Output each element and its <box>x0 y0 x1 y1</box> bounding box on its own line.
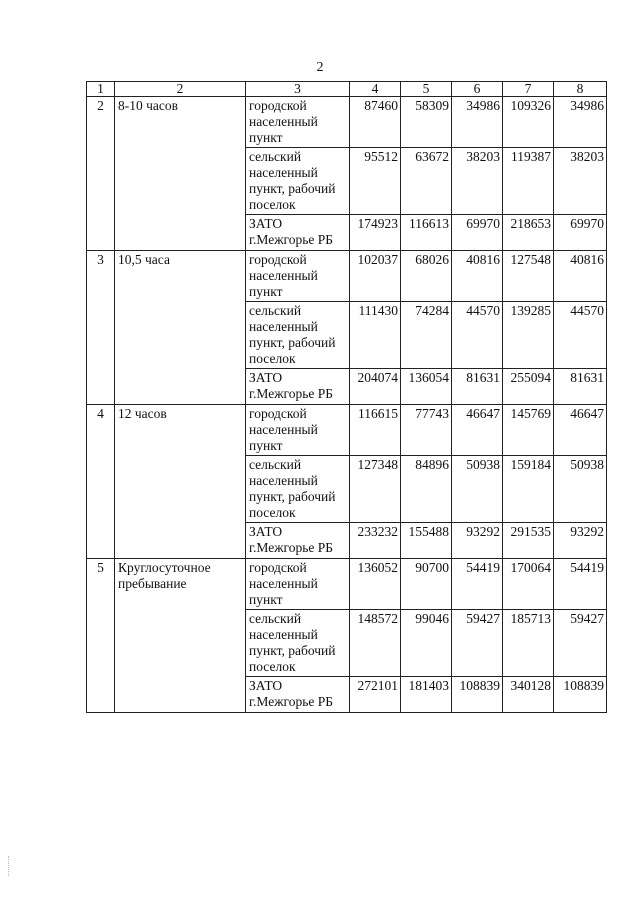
header-cell: 4 <box>350 82 401 97</box>
value-col6: 81631 <box>452 369 503 405</box>
value-col6: 44570 <box>452 302 503 369</box>
value-col5: 63672 <box>401 148 452 215</box>
value-col7: 119387 <box>503 148 554 215</box>
value-col4: 102037 <box>350 251 401 302</box>
value-col5: 116613 <box>401 215 452 251</box>
value-col7: 255094 <box>503 369 554 405</box>
value-col6: 69970 <box>452 215 503 251</box>
duration-cell: 12 часов <box>115 405 246 559</box>
value-col8: 40816 <box>554 251 607 302</box>
scan-margin-mark <box>8 856 11 876</box>
header-cell: 5 <box>401 82 452 97</box>
value-col6: 59427 <box>452 610 503 677</box>
value-col6: 40816 <box>452 251 503 302</box>
duration-cell: 8-10 часов <box>115 97 246 251</box>
value-col4: 148572 <box>350 610 401 677</box>
tariff-table <box>86 81 607 713</box>
value-col6: 34986 <box>452 97 503 148</box>
row-number: 3 <box>87 251 115 405</box>
value-col4: 174923 <box>350 215 401 251</box>
value-col6: 93292 <box>452 523 503 559</box>
row-number: 2 <box>87 97 115 251</box>
value-col8: 59427 <box>554 610 607 677</box>
settlement-type: городской населенный пункт <box>246 559 350 610</box>
settlement-type: сельский населенный пункт, рабочий поселок <box>246 302 350 369</box>
value-col7: 340128 <box>503 677 554 713</box>
value-col4: 127348 <box>350 456 401 523</box>
value-col8: 34986 <box>554 97 607 148</box>
value-col8: 50938 <box>554 456 607 523</box>
settlement-type: городской населенный пункт <box>246 251 350 302</box>
value-col7: 139285 <box>503 302 554 369</box>
settlement-type: ЗАТО г.Межгорье РБ <box>246 523 350 559</box>
settlement-type: ЗАТО г.Межгорье РБ <box>246 369 350 405</box>
value-col6: 46647 <box>452 405 503 456</box>
value-col7: 185713 <box>503 610 554 677</box>
settlement-type: ЗАТО г.Межгорье РБ <box>246 215 350 251</box>
header-cell: 1 <box>87 82 115 97</box>
duration-cell: 10,5 часа <box>115 251 246 405</box>
header-cell: 8 <box>554 82 607 97</box>
value-col8: 54419 <box>554 559 607 610</box>
value-col7: 291535 <box>503 523 554 559</box>
value-col8: 44570 <box>554 302 607 369</box>
table-row <box>87 559 607 610</box>
settlement-type: ЗАТО г.Межгорье РБ <box>246 677 350 713</box>
table-row <box>87 97 607 148</box>
value-col8: 93292 <box>554 523 607 559</box>
value-col5: 84896 <box>401 456 452 523</box>
value-col7: 127548 <box>503 251 554 302</box>
value-col8: 69970 <box>554 215 607 251</box>
header-cell: 6 <box>452 82 503 97</box>
table-row <box>87 251 607 302</box>
value-col6: 38203 <box>452 148 503 215</box>
value-col6: 108839 <box>452 677 503 713</box>
value-col8: 38203 <box>554 148 607 215</box>
row-number: 5 <box>87 559 115 713</box>
duration-cell: Круглосуточное пребывание <box>115 559 246 713</box>
value-col7: 218653 <box>503 215 554 251</box>
header-cell: 7 <box>503 82 554 97</box>
value-col4: 204074 <box>350 369 401 405</box>
header-cell: 3 <box>246 82 350 97</box>
value-col8: 108839 <box>554 677 607 713</box>
page-number: 2 <box>316 60 324 75</box>
value-col5: 99046 <box>401 610 452 677</box>
value-col6: 50938 <box>452 456 503 523</box>
value-col8: 46647 <box>554 405 607 456</box>
value-col7: 145769 <box>503 405 554 456</box>
value-col5: 58309 <box>401 97 452 148</box>
value-col8: 81631 <box>554 369 607 405</box>
value-col5: 68026 <box>401 251 452 302</box>
table-header-row <box>87 82 607 97</box>
value-col7: 159184 <box>503 456 554 523</box>
value-col5: 155488 <box>401 523 452 559</box>
settlement-type: сельский населенный пункт, рабочий поселок <box>246 610 350 677</box>
settlement-type: сельский населенный пункт, рабочий поселок <box>246 456 350 523</box>
table-row <box>87 405 607 456</box>
value-col5: 77743 <box>401 405 452 456</box>
value-col4: 136052 <box>350 559 401 610</box>
settlement-type: сельский населенный пункт, рабочий поселок <box>246 148 350 215</box>
value-col5: 90700 <box>401 559 452 610</box>
value-col4: 87460 <box>350 97 401 148</box>
settlement-type: городской населенный пункт <box>246 405 350 456</box>
settlement-type: городской населенный пункт <box>246 97 350 148</box>
value-col5: 74284 <box>401 302 452 369</box>
header-cell: 2 <box>115 82 246 97</box>
value-col4: 272101 <box>350 677 401 713</box>
value-col5: 136054 <box>401 369 452 405</box>
value-col7: 109326 <box>503 97 554 148</box>
value-col4: 233232 <box>350 523 401 559</box>
value-col4: 95512 <box>350 148 401 215</box>
row-number: 4 <box>87 405 115 559</box>
value-col4: 111430 <box>350 302 401 369</box>
value-col7: 170064 <box>503 559 554 610</box>
value-col5: 181403 <box>401 677 452 713</box>
value-col4: 116615 <box>350 405 401 456</box>
value-col6: 54419 <box>452 559 503 610</box>
